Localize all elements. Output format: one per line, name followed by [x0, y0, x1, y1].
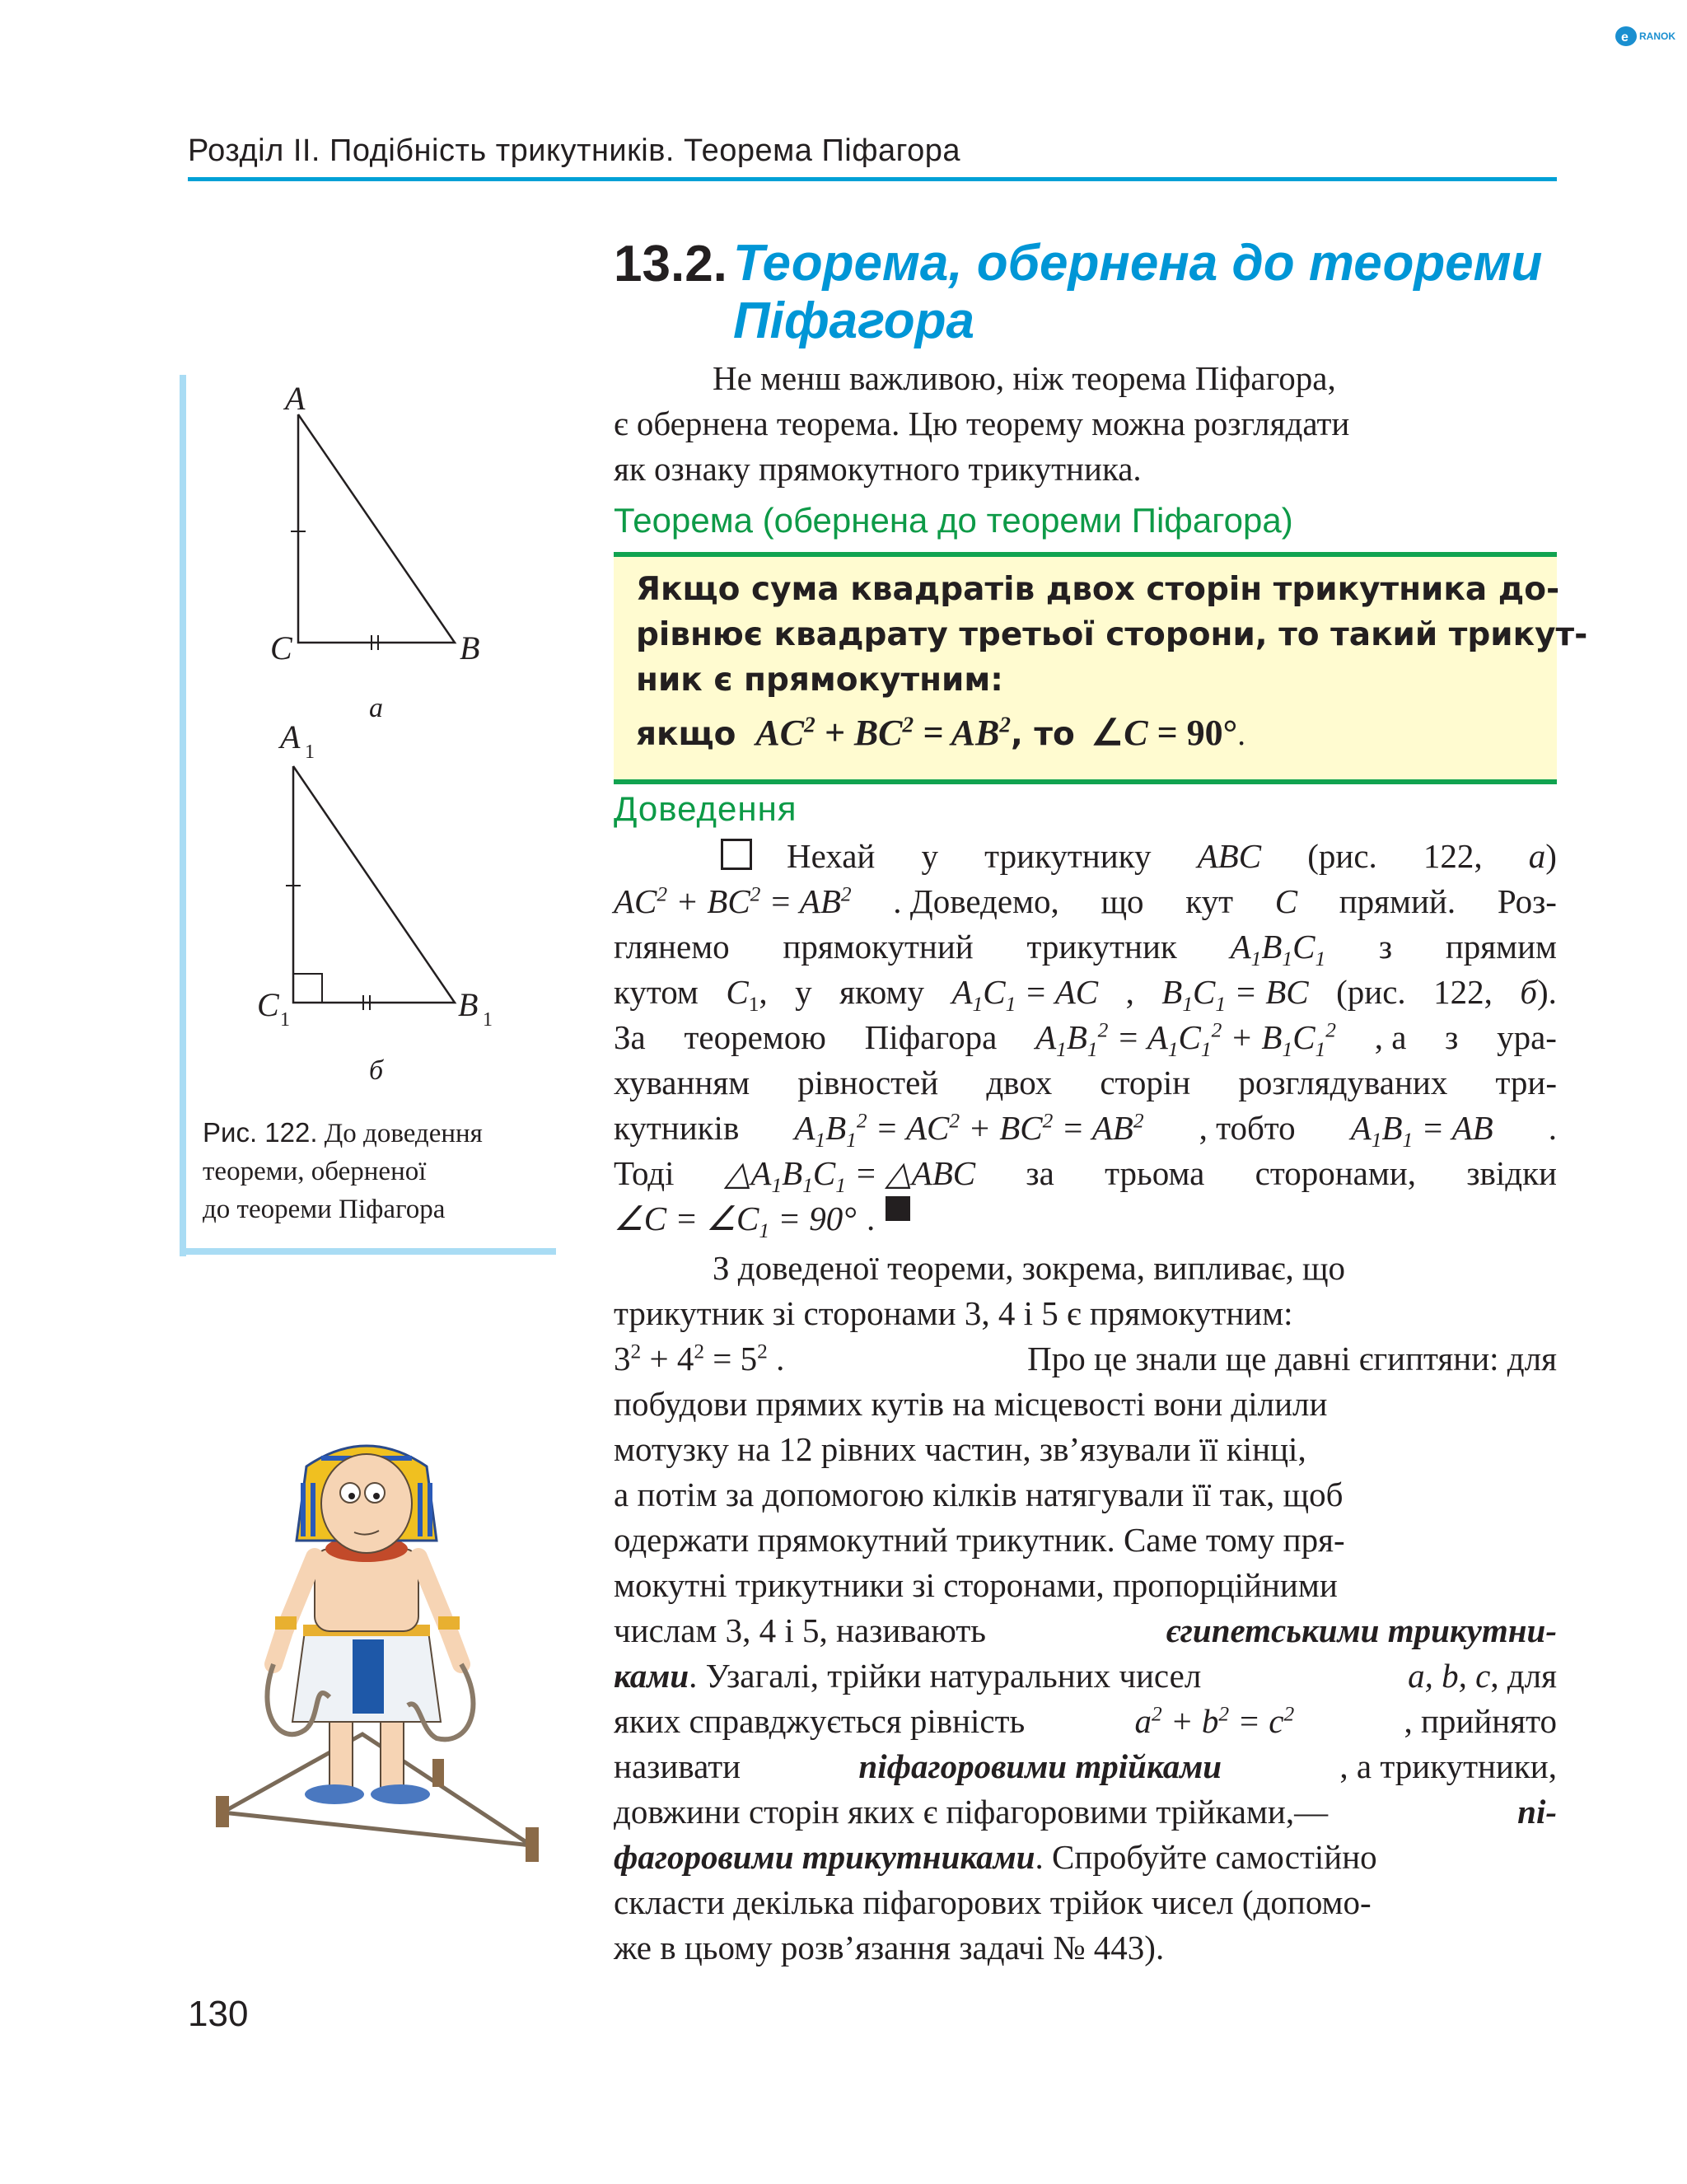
- egypt-line-13-text: довжини сторін яких є піфагоровими трійками,—: [614, 1793, 1329, 1831]
- egypt-line-2: трикутник зі сторонами 3, 4 і 5 є прямокутним:: [614, 1294, 1293, 1332]
- egypt-line-12: [614, 1744, 1557, 1789]
- intro-line-3: як ознаку прямокутного трикутника.: [614, 450, 1142, 488]
- term-egyptian-triangles-2: ками: [614, 1657, 689, 1695]
- section-title: [733, 235, 1557, 350]
- egypt-line-6: а потім за допомогою кілків натягували її так, щоб: [614, 1475, 1344, 1513]
- term-pythagorean-triples: піфагоровими трійками: [858, 1747, 1222, 1785]
- svg-text:e: e: [1621, 30, 1629, 44]
- section-number: 13.2.: [614, 236, 727, 292]
- egypt-line-9-text: числам 3, 4 і 5, називають: [614, 1611, 987, 1649]
- egypt-line-10-text: . Узагалі, трійки натуральних чисел: [689, 1657, 1202, 1695]
- vertex-b-bottom-sub: 1: [483, 1009, 493, 1031]
- figure-panel-bar: [180, 375, 186, 1256]
- theorem-line-1: Якщо сума квадратів двох сторін трикутника до-: [636, 571, 1560, 608]
- theorem-line-2: рівнює квадрату третьої сторони, то такий трикут-: [636, 616, 1588, 653]
- vertex-b-bottom: B: [458, 986, 479, 1023]
- egypt-line-5: мотузку на 12 рівних частин, зв’язували її кінці,: [614, 1430, 1306, 1468]
- figure-label-b: б: [369, 1055, 384, 1086]
- figure-caption: [203, 1114, 483, 1228]
- figure-caption-line3: до теореми Піфагора: [203, 1195, 446, 1224]
- egypt-line-15: скласти декілька піфагорових трійок чисел (допомо-: [614, 1883, 1372, 1921]
- chapter-title: Розділ ІІ. Подібність трикутників. Теорема Піфагора: [188, 133, 961, 168]
- proof-line-5: За теоремою Піфагора $A_1B_1^2 = A_1C_1^2 + B_1C_1^2$ , а з ура-: [614, 1018, 1557, 1062]
- section-title-line1: Теорема, обернена до теореми: [733, 235, 1543, 292]
- proof-line-2: $AC^2 + BC^2 = AB^2$ . Доведемо, що кут C прямий. Роз-: [614, 882, 1557, 920]
- figure-label-a: a: [369, 693, 383, 723]
- proof-line-4: кутом $C_1$, у якому $A_1C_1$ = AC , $B_1C_1$ = BC (рис. 122, б).: [614, 973, 1557, 1017]
- proof-heading: Доведення: [614, 789, 797, 828]
- figure-122: [247, 375, 552, 1100]
- triangle-b: [257, 718, 493, 1086]
- theorem-formula: якщо $AC^2 + BC^2 = AB^2$ , то ∠C = 90° .: [636, 710, 1542, 757]
- vertex-b-top: A: [280, 718, 301, 755]
- egypt-line-14: [614, 1835, 1557, 1880]
- term-egyptian-triangles-1: єгипетськими трикутни-: [1166, 1611, 1557, 1649]
- egypt-line-10: ками. Узагалі, трійки натуральних чисел a, b, c, для: [614, 1657, 1557, 1695]
- egypt-line-14-text: . Спробуйте самостійно: [1035, 1838, 1377, 1876]
- egypt-line-8: мокутні трикутники зі сторонами, пропорційними: [614, 1566, 1338, 1604]
- theorem-formula-end: .: [1237, 717, 1245, 752]
- egypt-line-7: одержати прямокутний трикутник. Саме тому пря-: [614, 1521, 1345, 1559]
- vertex-b-right-angle-sub: 1: [280, 1009, 290, 1031]
- page-number: 130: [188, 1994, 249, 2034]
- publisher-logo: [1615, 23, 1687, 49]
- header-rule: [188, 177, 1557, 181]
- term-pythagorean-1: пі-: [1517, 1793, 1557, 1831]
- egypt-line-12-text: називати: [614, 1747, 741, 1785]
- proof-line-1: Нехай у трикутнику ABC (рис. 122, а): [614, 834, 1557, 879]
- term-pythagorean-triangles: фагоровими трикутниками: [614, 1838, 1035, 1876]
- figure-caption-prefix: Рис. 122.: [203, 1117, 318, 1148]
- proof-start-square-icon: [721, 839, 752, 870]
- egypt-line-16: же в цьому розв’язання задачі № 443).: [614, 1929, 1165, 1967]
- theorem-heading: Теорема (обернена до теореми Піфагора): [614, 501, 1293, 540]
- egypt-line-1: З доведеної теореми, зокрема, випливає, що: [713, 1249, 1346, 1287]
- theorem-line-3: ник є прямокутним:: [636, 662, 1003, 699]
- vertex-a-top: A: [285, 380, 306, 417]
- section-title-line2: Піфагора: [733, 292, 974, 349]
- egypt-line-3: $3^2 + 4^2 = 5^2$ . Про це знали ще давні єгиптяни: для: [614, 1336, 1557, 1382]
- egypt-line-11-end: , прийнято: [1404, 1702, 1557, 1740]
- egypt-line-9: [614, 1608, 1557, 1653]
- proof-line-6: хуванням рівностей двох сторін розглядуваних три-: [614, 1064, 1557, 1101]
- theorem-formula-prefix: якщо: [636, 716, 736, 753]
- intro-line-2: є обернена теорема. Цю теорему можна розглядати: [614, 405, 1350, 442]
- vertex-a-right-angle: C: [270, 629, 292, 666]
- theorem-formula-mid: , то: [1010, 716, 1075, 753]
- egypt-line-3-text: Про це знали ще давні єгиптяни: для: [1027, 1340, 1557, 1377]
- egypt-line-11-text: яких справджується рівність: [614, 1702, 1026, 1740]
- intro-line-1: Не менш важливою, ніж теорема Піфагора,: [713, 359, 1336, 397]
- vertex-a-bottom: B: [460, 629, 480, 666]
- logo-text: RANOK: [1639, 30, 1675, 42]
- proof-line-3: глянемо прямокутний трикутник $A_1B_1C_1$ з прямим: [614, 928, 1557, 971]
- egypt-line-4: побудови прямих кутів на місцевості вони ділили: [614, 1385, 1328, 1423]
- figure-caption-line1: До доведення: [317, 1119, 483, 1148]
- figure-panel-bar-bottom: [180, 1248, 556, 1255]
- vertex-b-top-sub: 1: [305, 741, 315, 763]
- proof-end-square-icon: [886, 1196, 910, 1221]
- egypt-line-11: яких справджується рівність $a^2 + b^2 = c^2$ , прийнято: [614, 1699, 1557, 1744]
- proof-line-7: кутників $A_1B_1^2 = AC^2 + BC^2 = AB^2$ , тобто $A_1B_1$ = AB .: [614, 1109, 1557, 1153]
- egypt-line-13: [614, 1789, 1557, 1835]
- proof-line-8: Тоді $\triangle A_1B_1C_1$ = △ABC за трьома сторонами, звідки: [614, 1154, 1557, 1198]
- egyptian-boy-illustration: [206, 1433, 552, 1895]
- vertex-b-right-angle: C: [257, 986, 279, 1023]
- proof-line-9: ∠C = $\angle C_1 = 90^\circ$ .: [614, 1196, 1557, 1242]
- triangle-a: [270, 380, 479, 723]
- egypt-line-12-end: , а трикутники,: [1339, 1747, 1557, 1785]
- figure-caption-line2: теореми, оберненої: [203, 1157, 427, 1186]
